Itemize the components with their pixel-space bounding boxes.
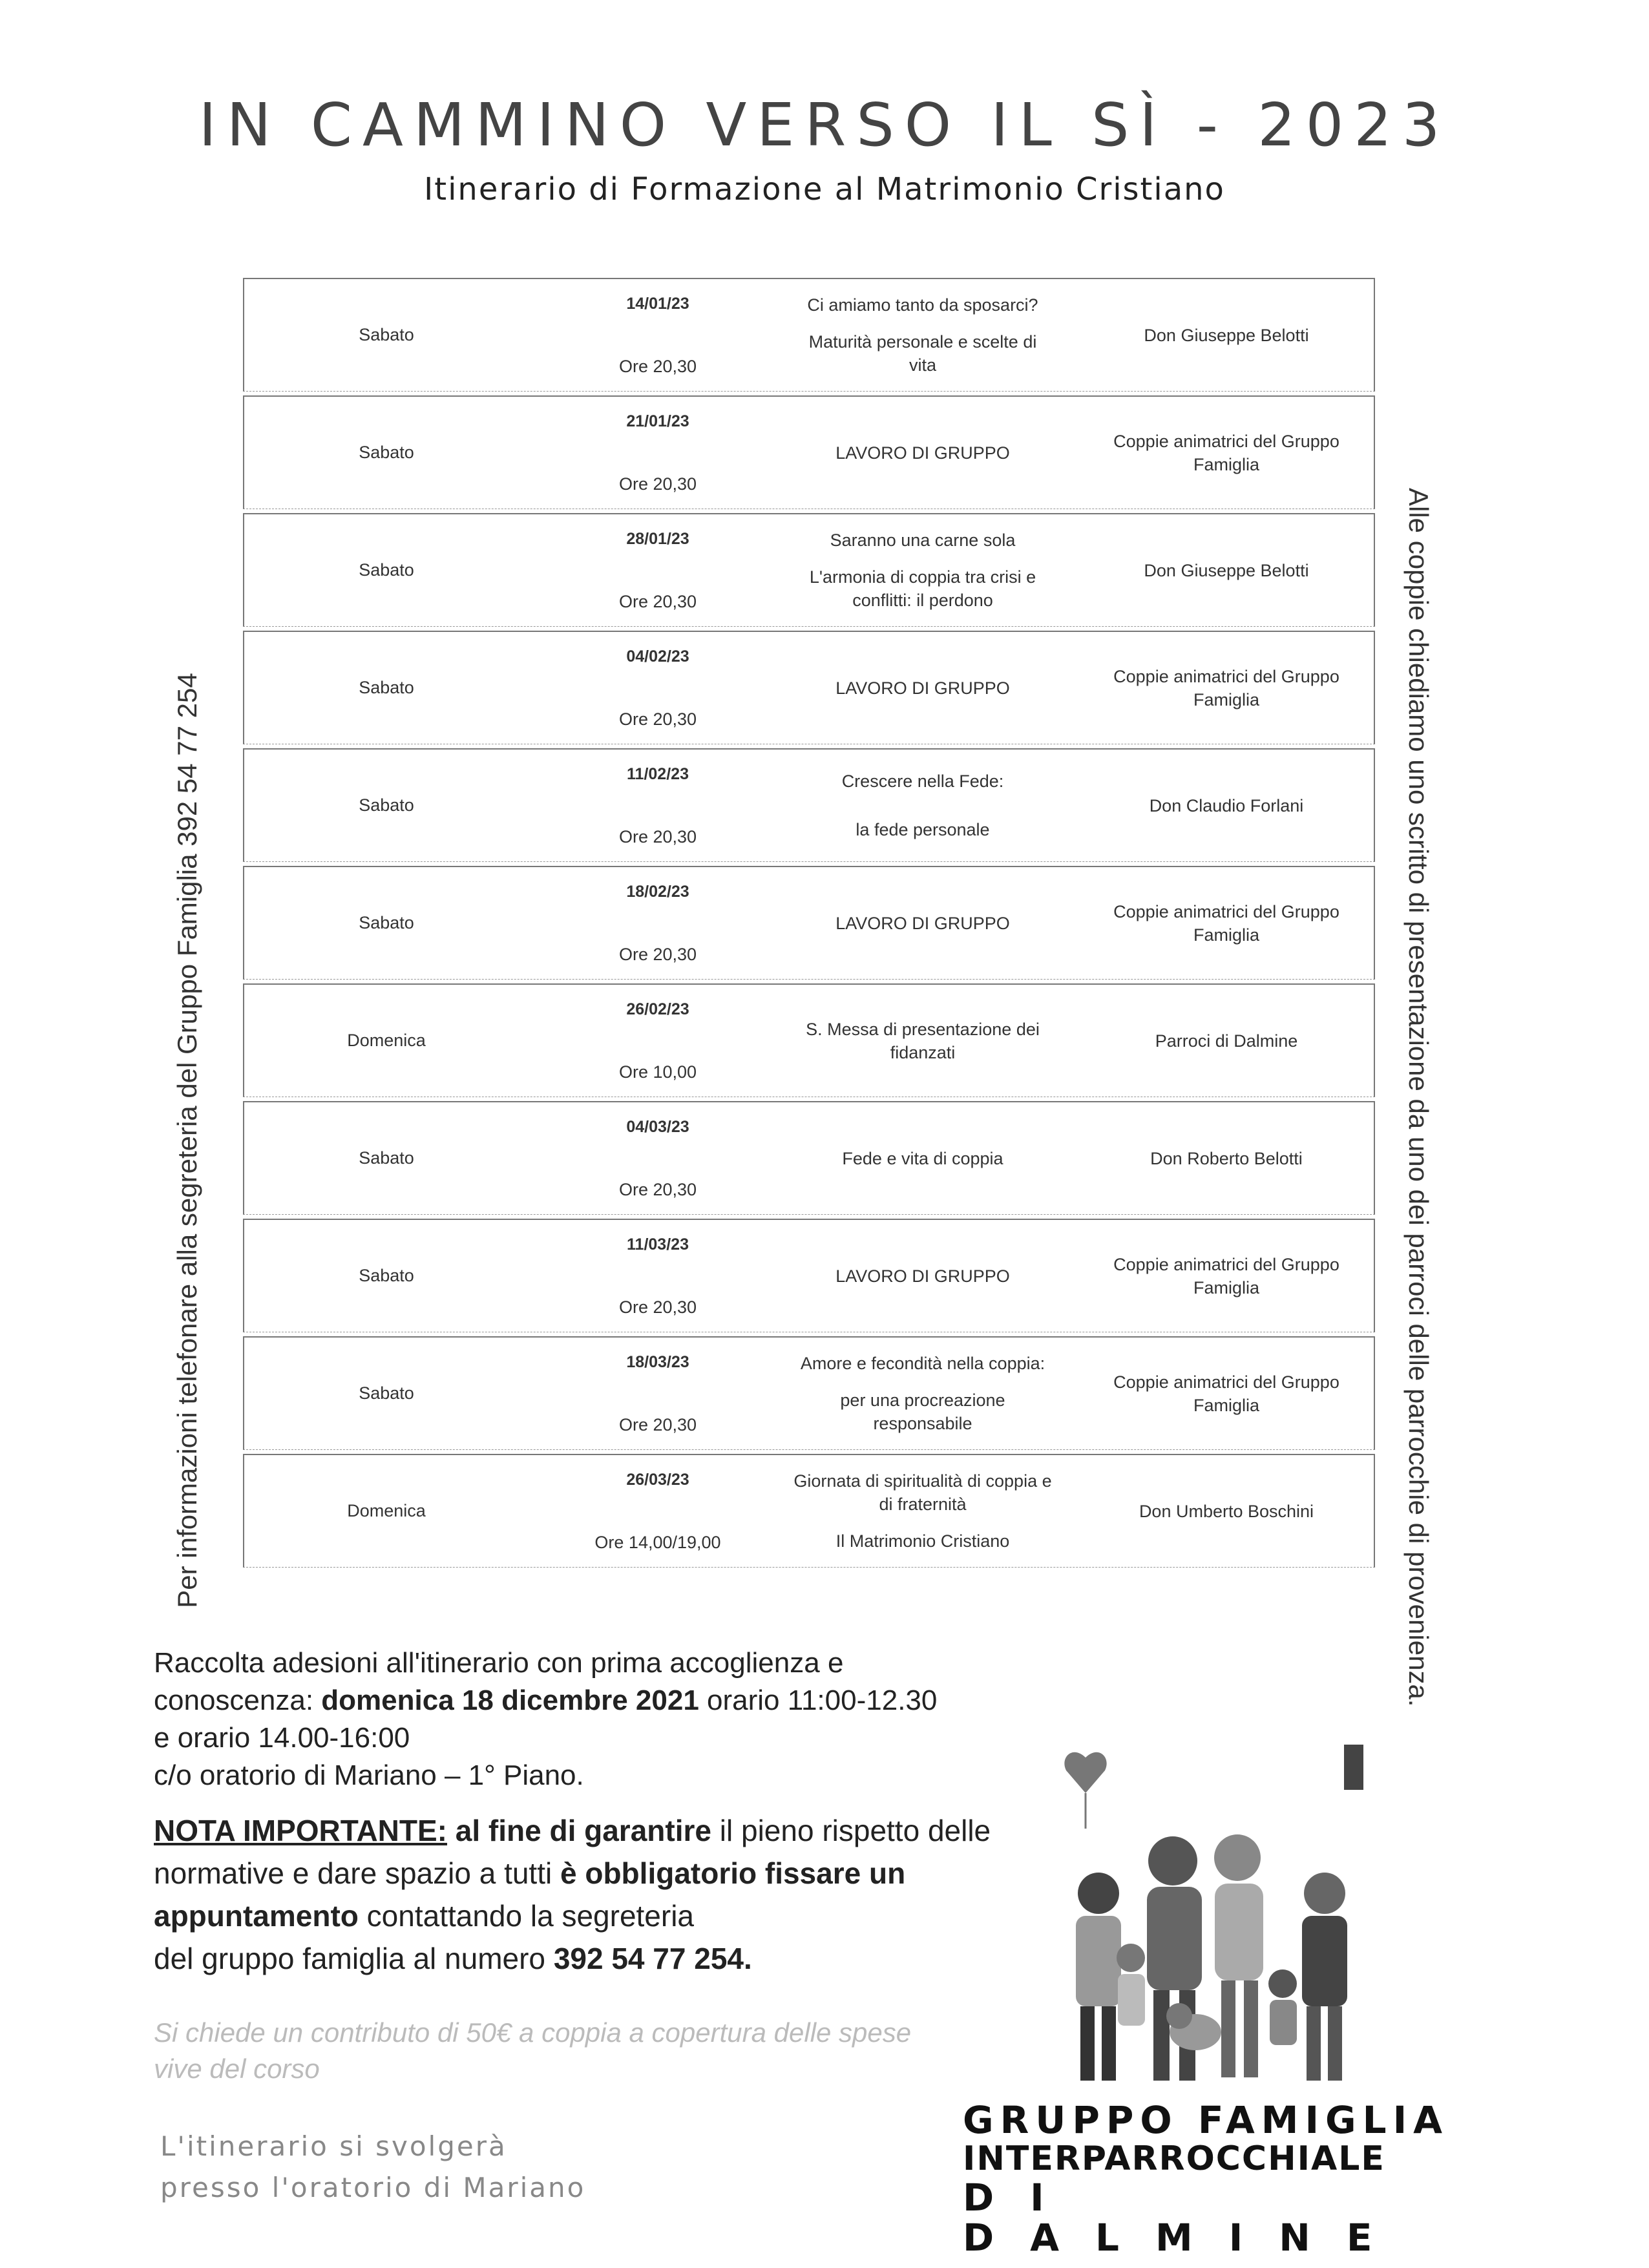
note-bold: è obbligatorio fissare un appuntamento (154, 1856, 906, 1933)
row-day: Sabato (359, 913, 414, 932)
schedule-table (243, 278, 1375, 1571)
row-day: Domenica (347, 1501, 426, 1520)
row-time: Ore 20,30 (618, 592, 697, 611)
contribution-note: Si chiede un contributo di 50€ a coppia a copertura delle spese vive del corso (154, 2017, 912, 2084)
schedule-row (243, 631, 1375, 744)
row-day: Sabato (359, 678, 414, 697)
topic-line-1: Saranno una carne sola (830, 530, 1016, 551)
topic-line-1: S. Messa di presentazione dei fidanzati (806, 1019, 1040, 1062)
location-line: presso l'oratorio di Mariano (160, 2172, 586, 2203)
logo-line: DI DALMINE (963, 2176, 1409, 2260)
topic-line-1: Crescere nella Fede: (841, 772, 1004, 792)
row-time: Ore 20,30 (618, 1297, 697, 1317)
row-time: Ore 20,30 (618, 1415, 697, 1434)
row-topic (793, 757, 1052, 854)
schedule-row (243, 1101, 1375, 1215)
row-leader: Don Umberto Boschini (1139, 1501, 1314, 1521)
schedule-row (243, 1219, 1375, 1332)
row-day: Sabato (359, 1148, 414, 1168)
row-day: Sabato (359, 443, 414, 462)
schedule-row (243, 866, 1375, 980)
info-line: e orario 14.00-16:00 (154, 1722, 410, 1754)
topic-line-2: L'armonia di coppia tra crisi e conflitti: il perdono (809, 567, 1036, 610)
schedule-row (243, 513, 1375, 627)
row-time: Ore 20,30 (618, 1180, 697, 1199)
row-date: 28/01/23 (626, 530, 689, 548)
schedule-row (243, 278, 1375, 392)
topic-line-1: LAVORO DI GRUPPO (835, 913, 1010, 933)
row-topic (793, 1463, 1052, 1559)
row-leader: Don Giuseppe Belotti (1144, 560, 1309, 580)
row-time: Ore 10,00 (618, 1062, 697, 1082)
info-line: c/o oratorio di Mariano – 1° Piano. (154, 1759, 584, 1791)
logo-line: INTERPARROCCHIALE (963, 2139, 1385, 2178)
info-text: orario 11:00-12.30 (698, 1685, 938, 1716)
topic-line-1: LAVORO DI GRUPPO (835, 1266, 1010, 1286)
note-bold: al fine di garantire (446, 1814, 711, 1847)
topic-line-1: Ci amiamo tanto da sposarci? (807, 295, 1038, 315)
family-illustration (1060, 1745, 1370, 2094)
row-topic (793, 992, 1052, 1089)
row-time: Ore 20,30 (618, 709, 697, 729)
row-leader: Coppie animatrici del Gruppo Famiglia (1113, 431, 1339, 474)
page-title: IN CAMMINO VERSO IL SÌ - 2023 (198, 90, 1451, 160)
row-topic (793, 287, 1052, 383)
row-day: Sabato (359, 1266, 414, 1285)
row-topic (793, 1228, 1052, 1324)
note-text: del gruppo famiglia al numero (154, 1942, 554, 1975)
row-day: Sabato (359, 1383, 414, 1403)
registration-info (154, 1644, 1058, 1794)
row-topic (793, 404, 1052, 501)
row-leader: Coppie animatrici del Gruppo Famiglia (1113, 666, 1339, 709)
row-day: Sabato (359, 325, 414, 344)
row-topic (793, 640, 1052, 736)
row-date: 18/02/23 (626, 883, 689, 901)
row-topic (793, 1345, 1052, 1442)
topic-line-1: LAVORO DI GRUPPO (835, 678, 1010, 698)
topic-line-2: Maturità personale e scelte di vita (808, 331, 1037, 375)
row-date: 26/03/23 (626, 1471, 689, 1489)
row-leader: Don Roberto Belotti (1150, 1148, 1303, 1168)
phone-number: 392 54 77 254. (553, 1942, 752, 1975)
topic-line-2: Il Matrimonio Cristiano (835, 1531, 1010, 1551)
heart-icon (1064, 1752, 1106, 1793)
location-note (160, 2126, 742, 2209)
row-date: 26/02/23 (626, 1000, 689, 1018)
row-date: 11/03/23 (627, 1235, 689, 1254)
row-topic (793, 522, 1052, 618)
schedule-row (243, 395, 1375, 509)
row-leader: Don Giuseppe Belotti (1144, 325, 1309, 345)
row-time: Ore 20,30 (618, 357, 697, 376)
row-leader: Coppie animatrici del Gruppo Famiglia (1113, 901, 1339, 945)
note-text: il pieno rispetto delle normative e dare spazio a tutti (154, 1814, 991, 1890)
row-date: 21/01/23 (626, 412, 689, 430)
row-leader: Coppie animatrici del Gruppo Famiglia (1113, 1254, 1339, 1297)
topic-line-1: Giornata di spiritualità di coppia e di fraternità (793, 1471, 1052, 1515)
schedule-row (243, 1336, 1375, 1450)
row-date: 14/01/23 (626, 295, 689, 313)
logo-line: GRUPPO FAMIGLIA (963, 2098, 1449, 2142)
info-line (154, 1682, 1058, 1719)
topic-line-1: LAVORO DI GRUPPO (835, 443, 1010, 463)
row-time: Ore 20,30 (618, 945, 697, 964)
row-day: Sabato (359, 560, 414, 580)
info-text: conoscenza: (154, 1685, 322, 1716)
info-line: Raccolta adesioni all'itinerario con prima accoglienza e (154, 1647, 844, 1679)
row-time: Ore 14,00/19,00 (594, 1533, 721, 1552)
row-topic (793, 875, 1052, 971)
group-logo (963, 2100, 1480, 2258)
topic-line-1: Fede e vita di coppia (842, 1148, 1003, 1168)
registration-date: domenica 18 dicembre 2021 (321, 1685, 699, 1716)
row-leader: Parroci di Dalmine (1155, 1031, 1298, 1051)
row-leader: Don Claudio Forlani (1149, 795, 1304, 815)
row-day: Sabato (359, 795, 414, 815)
row-time: Ore 20,30 (618, 827, 697, 846)
note-text: contattando la segreteria (358, 1899, 695, 1933)
schedule-row (243, 748, 1375, 862)
row-date: 18/03/23 (626, 1353, 689, 1371)
topic-line-2: per una procreazione responsabile (840, 1390, 1005, 1433)
schedule-row (243, 983, 1375, 1097)
side-presentation-note: Alle coppie chiediamo uno scritto di presentazione da uno dei parroci delle parrocchie di provenienza. (1403, 488, 1434, 1707)
topic-line-2: la fede personale (856, 819, 990, 839)
page-subtitle: Itinerario di Formazione al Matrimonio Cristiano (424, 171, 1225, 207)
row-leader: Coppie animatrici del Gruppo Famiglia (1113, 1372, 1339, 1415)
row-date: 04/03/23 (626, 1118, 689, 1136)
row-time: Ore 20,30 (618, 474, 697, 494)
row-date: 04/02/23 (626, 647, 689, 666)
note-label: NOTA IMPORTANTE: (154, 1814, 447, 1847)
location-line: L'itinerario si svolgerà (160, 2130, 507, 2162)
row-topic (793, 1110, 1052, 1206)
schedule-row (243, 1454, 1375, 1568)
important-note (154, 1809, 1071, 1980)
row-date: 11/02/23 (627, 765, 689, 783)
side-contact-note: Per informazioni telefonare alla segreteria del Gruppo Famiglia 392 54 77 254 (172, 673, 202, 1608)
topic-line-1: Amore e fecondità nella coppia: (800, 1354, 1045, 1374)
row-day: Domenica (347, 1031, 426, 1050)
